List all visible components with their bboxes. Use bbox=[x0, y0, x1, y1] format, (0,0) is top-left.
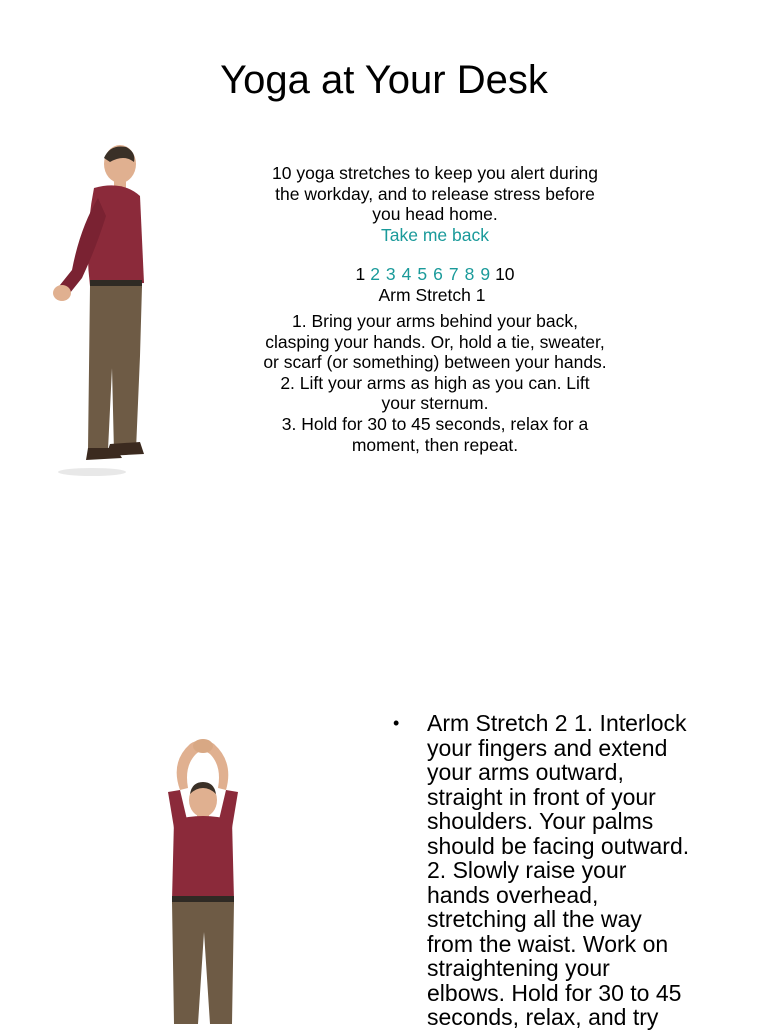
pager-link-9[interactable]: 9 bbox=[480, 264, 491, 284]
bullet-text bbox=[427, 711, 727, 1030]
step-line: 2. Lift your arms as high as you can. Lift bbox=[280, 372, 590, 393]
bullet-line: stretching all the way bbox=[427, 906, 642, 932]
bullet-line: hands overhead, bbox=[427, 881, 599, 908]
bullet-line: Arm Stretch 2 1. Interlock bbox=[427, 710, 687, 736]
bullet-point-icon: • bbox=[393, 713, 400, 733]
bullet-line: elbows. Hold for 30 to 45 bbox=[427, 979, 682, 1006]
step-line: your sternum. bbox=[381, 393, 489, 414]
pager-link-7[interactable]: 7 bbox=[448, 264, 459, 284]
step-line: or scarf (or something) between your hands. bbox=[263, 352, 607, 373]
bullet-line: from the waist. Work on bbox=[427, 930, 669, 957]
bullet-line: seconds, relax, and try bbox=[427, 1004, 659, 1030]
intro-line: the workday, and to release stress before bbox=[275, 183, 595, 204]
pager-link-6[interactable]: 6 bbox=[433, 264, 443, 284]
bullet-line: your arms outward, bbox=[427, 759, 624, 785]
pager-link-4[interactable]: 4 bbox=[401, 264, 412, 284]
bullet-line: straightening your bbox=[427, 955, 610, 981]
man-arms-behind-back-figure bbox=[44, 138, 156, 478]
page-title: Yoga at Your Desk bbox=[220, 58, 548, 102]
take-me-back-link[interactable]: Take me back bbox=[381, 224, 489, 245]
step-line: 1. Bring your arms behind your back, bbox=[292, 311, 578, 331]
stretch-title: Arm Stretch 1 bbox=[378, 285, 486, 305]
step-line: moment, then repeat. bbox=[351, 434, 519, 455]
pager-last: 10 bbox=[495, 264, 515, 284]
bullet-line: should be facing outward. bbox=[427, 832, 690, 859]
pager-link-3[interactable]: 3 bbox=[385, 264, 396, 284]
step-line: clasping your hands. Or, hold a tie, sweater, bbox=[265, 331, 605, 352]
man-arms-overhead-figure bbox=[150, 732, 256, 1024]
intro-line: 10 yoga stretches to keep you alert during bbox=[272, 163, 598, 183]
bullet-line: shoulders. Your palms bbox=[427, 808, 654, 834]
intro-text bbox=[226, 163, 644, 245]
stretch-pager bbox=[226, 264, 644, 285]
pager-link-2[interactable]: 2 bbox=[370, 264, 380, 284]
stretch-steps bbox=[222, 311, 648, 455]
pager-current: 1 bbox=[355, 264, 366, 284]
pager-link-8[interactable]: 8 bbox=[464, 264, 475, 284]
bullet-line: straight in front of your bbox=[427, 783, 656, 810]
pager-link-5[interactable]: 5 bbox=[417, 264, 428, 284]
bullet-line: your fingers and extend bbox=[427, 734, 668, 761]
step-line: 3. Hold for 30 to 45 seconds, relax for a bbox=[281, 413, 589, 434]
bullet-line: 2. Slowly raise your bbox=[427, 857, 627, 883]
intro-line: you head home. bbox=[372, 204, 498, 225]
